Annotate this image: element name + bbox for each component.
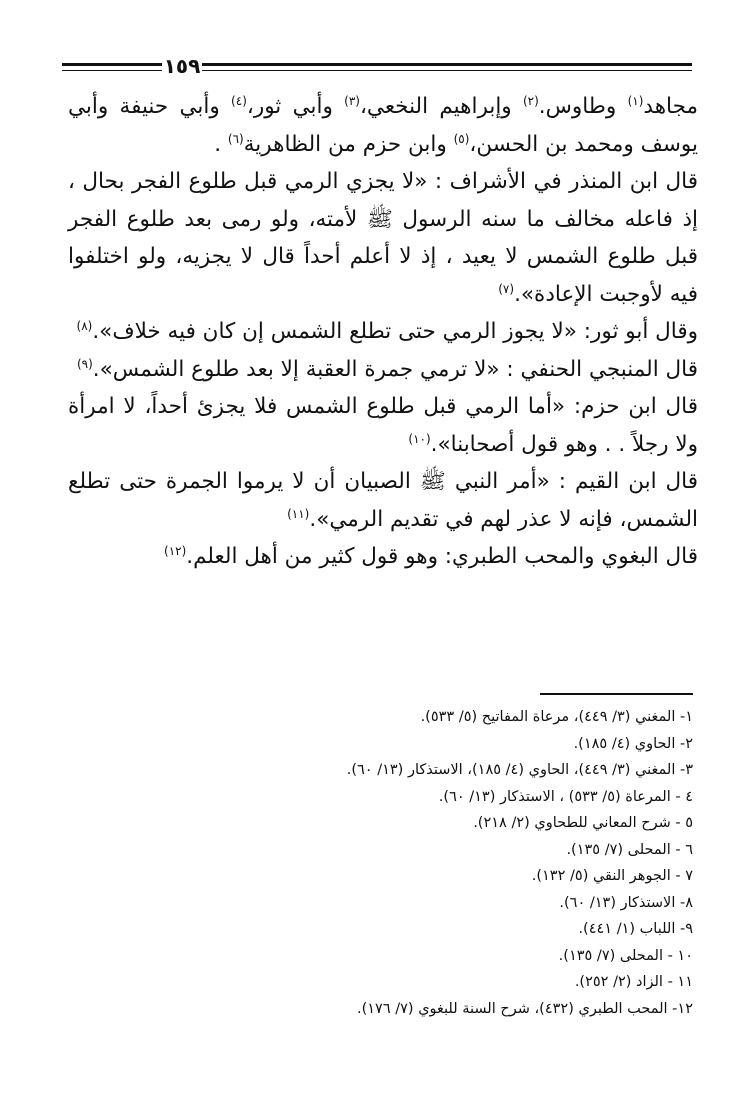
header-rule-left-thin — [62, 70, 162, 71]
footnote-item: ١٢- المحب الطبري (٤٣٢)، شرح السنة للبغوي (٧/ ١٧٦). — [356, 1000, 693, 1017]
text-run: وطاوس. — [538, 94, 628, 119]
text-run: وإبراهيم النخعي، — [359, 94, 523, 119]
footnote-ref: (١١) — [287, 506, 310, 521]
footnote-ref: (١٠) — [408, 431, 431, 446]
paragraph — [68, 538, 698, 576]
main-text — [68, 88, 698, 576]
footnote-item: ١٠ - المحلى (٧/ ١٣٥). — [558, 947, 693, 964]
text-run: وابن حزم من الظاهرية — [243, 131, 454, 157]
footnote-item: ١- المغني (٣/ ٤٤٩)، مرعاة المفاتيح (٥/ ٥٣٣). — [420, 709, 693, 725]
paragraph — [68, 463, 698, 538]
paragraph — [68, 88, 698, 163]
text-run: مجاهد — [643, 94, 698, 119]
header-rule-right — [202, 63, 692, 66]
text-run: قال ابن حزم: «أما الرمي قبل طلوع الشمس فلا يجزئ أحداً، لا امرأة ولا رجلاً . . وهو قول أصحابنا». — [68, 394, 698, 457]
footnote-item: ٦ - المحلى (٧/ ١٣٥). — [566, 841, 693, 858]
footnote-ref: (٧) — [498, 281, 515, 296]
footnote-item: ١١ - الزاد (٢/ ٢٥٢). — [574, 974, 693, 990]
footnote-separator — [540, 693, 693, 695]
text-run: . — [214, 131, 228, 157]
page-number: ١٥٩ — [163, 54, 201, 78]
text-run: قال البغوي والمحب الطبري: وهو قول كثير من أهل العلم. — [186, 544, 698, 569]
text-run: وأبي ثور، — [246, 94, 345, 119]
text-run: قال المنبجي الحنفي : «لا ترمي جمرة العقبة إلا بعد طلوع الشمس». — [92, 356, 698, 382]
page-header — [62, 52, 692, 82]
text-run: قال ابن القيم : «أمر النبي ﷺ الصبيان أن لا يرموا الجمرة حتى تطلع الشمس، فإنه لا عذر لهم في تقديم الرمي». — [68, 469, 698, 532]
paragraph — [68, 351, 698, 389]
footnote-ref: (١) — [627, 93, 644, 108]
footnote-ref: (٦) — [227, 131, 244, 146]
footnote-item: ٥ - شرح المعاني للطحاوي (٢/ ٢١٨). — [473, 815, 693, 831]
footnote-ref: (٥) — [453, 131, 470, 146]
footnote-ref: (٨) — [76, 318, 93, 333]
paragraph — [68, 313, 698, 351]
footnote-ref: (٤) — [231, 93, 247, 108]
footnote-ref: (٩) — [76, 356, 93, 371]
footnote-item: ٧ - الجوهر النقي (٥/ ١٣٢). — [531, 868, 693, 884]
footnote-ref: (١٢) — [164, 543, 187, 558]
paragraph — [68, 388, 698, 463]
footnote-item: ٨- الاستذكار (١٣/ ٦٠). — [559, 894, 693, 911]
header-rule-right-thin — [202, 70, 692, 71]
text-run: وقال أبو ثور: «لا يجوز الرمي حتى تطلع الشمس إن كان فيه خلاف». — [92, 319, 698, 344]
footnotes — [80, 704, 693, 1022]
header-rule-left — [62, 63, 162, 66]
footnote-ref: (٢) — [522, 93, 539, 108]
text-run: وأبي حنيفة وأبي يوسف ومحمد بن الحسن، — [68, 94, 698, 157]
text-run: قال ابن المنذر في الأشراف : «لا يجزي الرمي قبل طلوع الفجر بحال ، إذ فاعله مخالف ما سنه الرسول ﷺ لأمته، ولو رمى بعد طلوع الفجر قبل طلوع الشمس لا يعيد ، إذ لا أعلم أحداً قال لا يجزيه، ولو اختلفوا فيه لأوجبت الإعادة». — [68, 169, 698, 307]
footnote-item: ٣- المغني (٣/ ٤٤٩)، الحاوي (٤/ ١٨٥)، الاستذكار (١٣/ ٦٠). — [346, 762, 693, 778]
footnote-item: ٤ - المرعاة (٥/ ٥٣٣) ، الاستذكار (١٣/ ٦٠). — [438, 788, 693, 805]
footnote-item: ٩- اللباب (١/ ٤٤١). — [578, 921, 693, 937]
footnote-ref: (٣) — [344, 93, 360, 108]
paragraph — [68, 163, 698, 313]
footnote-item: ٢- الحاوي (٤/ ١٨٥). — [573, 735, 693, 752]
